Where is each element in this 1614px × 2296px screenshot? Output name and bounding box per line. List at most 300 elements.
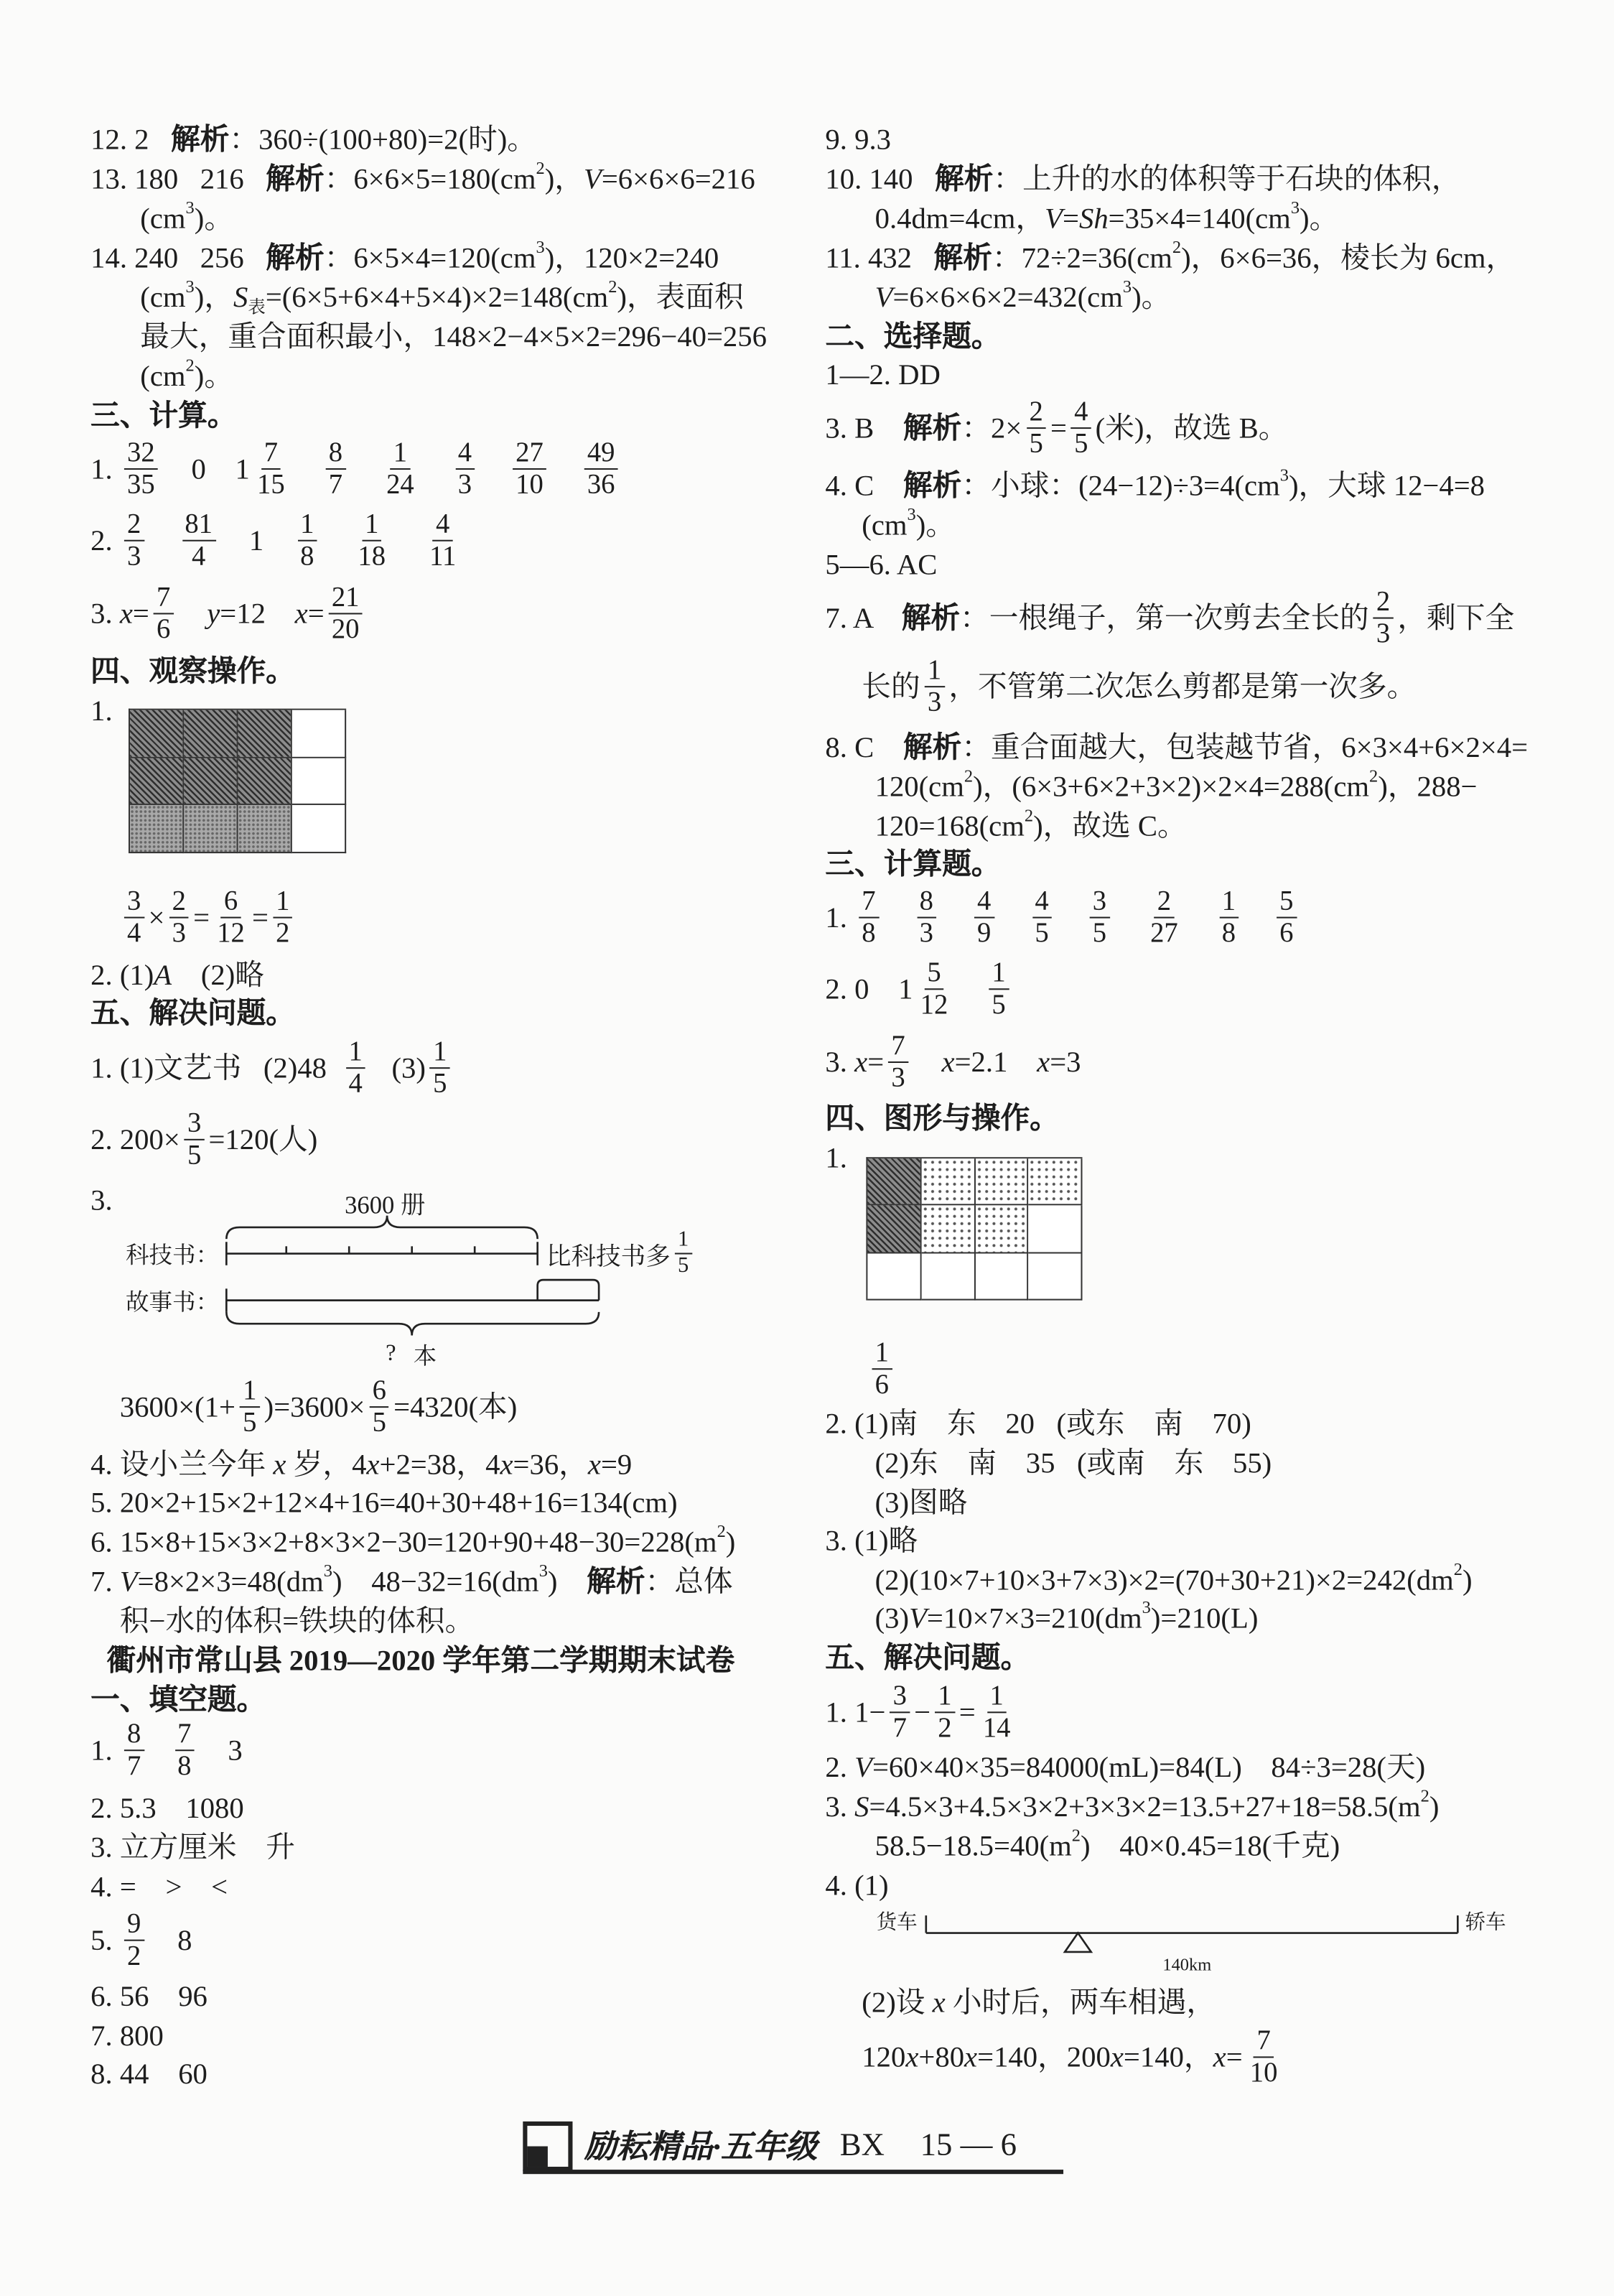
- books-segment-diagram: [117, 1181, 689, 1374]
- text: 120: [862, 2041, 906, 2073]
- text: )，表面积: [617, 282, 744, 315]
- text: =4.5×3+4.5×3×2+3×3×2=13.5+27+18=58.5(m: [869, 1791, 1421, 1823]
- text: )。: [1132, 282, 1171, 315]
- superscript: 2: [1172, 236, 1182, 258]
- section-heading: [825, 320, 1000, 355]
- text: =60×40×35=84000(mL)=84(L) 84÷3=28(天): [872, 1752, 1426, 1785]
- fraction: [124, 1910, 144, 1970]
- extra-part: [538, 1280, 599, 1300]
- fraction: [584, 437, 618, 501]
- fraction: [124, 1721, 144, 1780]
- answer-line: [90, 1110, 317, 1169]
- fraction: [1032, 888, 1051, 947]
- text: 10. 140: [825, 163, 936, 196]
- fraction-denominator: 4: [126, 918, 141, 949]
- fraction-numerator: 32: [124, 439, 158, 470]
- variable: x: [366, 1449, 380, 1482]
- superscript: 2: [717, 1520, 726, 1542]
- text: 1.: [825, 1142, 847, 1175]
- fraction-denominator: 5: [187, 1140, 202, 1171]
- footer-page-number: 15 — 6: [920, 2126, 1017, 2162]
- text: )，大球 12−4=8: [1288, 470, 1485, 503]
- analysis-label: 解析: [266, 242, 325, 275]
- fraction: [240, 1375, 259, 1439]
- fraction: [345, 1036, 365, 1100]
- grid-cell: [184, 710, 238, 758]
- text: =36，: [513, 1449, 588, 1482]
- fraction: [859, 888, 878, 947]
- fraction-numerator: 2: [1154, 888, 1174, 919]
- text: 8: [148, 1924, 192, 1957]
- text: ，不管第二次怎么剪都是第一次多。: [948, 670, 1417, 703]
- fraction-denominator: 3: [1376, 618, 1391, 650]
- grid-cell: [867, 1206, 921, 1253]
- fraction: [675, 1227, 691, 1278]
- answer-line: [90, 1486, 677, 1521]
- more-label: [546, 1227, 696, 1278]
- fraction-numerator: 4: [1071, 398, 1091, 429]
- text: )。: [194, 361, 234, 394]
- text: 3.: [825, 1046, 855, 1079]
- fraction-denominator: 24: [386, 470, 414, 501]
- fraction-numerator: 1: [925, 656, 944, 687]
- fraction-denominator: 2: [276, 918, 290, 949]
- fraction-numerator: 6: [370, 1377, 389, 1408]
- fraction: [329, 582, 363, 646]
- fraction-numerator: 2: [169, 888, 189, 919]
- fraction-denominator: 5: [1092, 918, 1107, 949]
- text: 衢州市常山县 2019—2020 学年第二学期期末试卷: [106, 1645, 735, 1678]
- text: ) 40×0.45=18(千克): [1081, 1831, 1340, 1863]
- answer-line: [825, 464, 1485, 504]
- fraction-numerator: 2: [124, 511, 144, 542]
- analysis-label: 解析: [171, 124, 230, 157]
- fraction-denominator: 8: [862, 918, 876, 949]
- footer-rule: [523, 2170, 1063, 2174]
- text: (米)，故选 B。: [1095, 412, 1288, 445]
- fraction: [297, 508, 317, 572]
- answer-line: [90, 1721, 243, 1780]
- fraction: [1147, 888, 1181, 947]
- text: 120(cm: [874, 771, 964, 804]
- text: ：重合面越大，包装越节省，6×3×4+6×2×4=: [961, 732, 1529, 764]
- variable: V: [119, 1566, 138, 1599]
- superscript: 3: [1142, 1596, 1151, 1618]
- fraction: [888, 1032, 908, 1092]
- fraction-numerator: 81: [182, 511, 215, 542]
- analysis-label: 解析: [587, 1566, 645, 1599]
- text: 3. B: [825, 412, 903, 445]
- variable: S: [233, 282, 248, 315]
- story-brace: [226, 1312, 599, 1336]
- answer-line: [825, 588, 1514, 648]
- fraction-numerator: 1: [935, 1683, 954, 1714]
- text: )。: [1300, 203, 1339, 236]
- superscript: 3: [538, 1560, 548, 1581]
- variable: x: [854, 1046, 868, 1079]
- fraction: [214, 888, 248, 947]
- text: =6×6×6=216: [601, 163, 755, 196]
- text: =: [252, 901, 269, 934]
- meeting-point-triangle: [1065, 1933, 1091, 1952]
- text: [479, 452, 508, 487]
- text: 三、计算题。: [825, 848, 1001, 881]
- text: =10×7×3=210(dm: [926, 1602, 1142, 1635]
- fraction-denominator: 3: [927, 687, 942, 718]
- text: 120=168(cm: [874, 811, 1025, 843]
- grid-cell: [975, 1206, 1029, 1253]
- text: 2. 200×: [90, 1123, 180, 1156]
- answer-line: [825, 162, 1460, 197]
- text: 3.: [90, 598, 120, 630]
- fraction-denominator: 36: [587, 470, 615, 501]
- fraction-numerator: 3: [1090, 888, 1109, 919]
- text: =2.1: [954, 1046, 1037, 1079]
- analysis-label: 解析: [935, 163, 994, 196]
- text: =140，: [1123, 2041, 1213, 2073]
- variable: x: [941, 1046, 955, 1079]
- text: [1114, 900, 1143, 935]
- fraction-numerator: 3: [185, 1110, 204, 1140]
- text: 3.: [825, 1791, 855, 1823]
- fraction-denominator: 12: [920, 990, 948, 1021]
- fraction-numerator: 1: [989, 959, 1008, 990]
- answer-line: [90, 1184, 113, 1219]
- text: =: [867, 1046, 885, 1079]
- fraction: [872, 1339, 892, 1399]
- text: 2. 0 1: [825, 972, 913, 1005]
- answer-line: [874, 1596, 1259, 1637]
- text: 13. 180 216: [90, 163, 266, 196]
- fraction-denominator: 15: [257, 470, 285, 501]
- story-label: 故事书：: [125, 1291, 220, 1316]
- text: 2.: [825, 1752, 855, 1785]
- fraction-grid-left: [129, 709, 346, 853]
- fraction-numerator: 7: [1254, 2027, 1273, 2058]
- science-label: 科技书：: [125, 1244, 220, 1269]
- text: =3: [1050, 1046, 1081, 1079]
- answer-line: [90, 1791, 244, 1826]
- fraction: [174, 1721, 194, 1780]
- text: (cm: [140, 203, 186, 236]
- variable: A: [154, 959, 172, 993]
- text: )。: [194, 203, 234, 236]
- answer-line: [875, 1486, 968, 1521]
- fraction: [1071, 396, 1091, 460]
- superscript: 2: [1071, 1824, 1081, 1846]
- fraction-numerator: 7: [888, 1032, 908, 1063]
- text: ：小球：(24−12)÷3=4(cm: [961, 470, 1280, 503]
- text: )=210(L): [1150, 1602, 1259, 1635]
- text: 2. 5.3 1080: [90, 1793, 244, 1825]
- analysis-label: 解析: [902, 732, 962, 764]
- fraction-denominator: 8: [300, 541, 314, 572]
- fraction-denominator: 5: [1029, 429, 1043, 460]
- fraction-numerator: 3: [124, 888, 144, 919]
- fraction-numerator: 1: [240, 1377, 259, 1408]
- superscript: 3: [536, 236, 545, 258]
- answer-line: [120, 1604, 474, 1640]
- fraction: [1277, 888, 1296, 947]
- fraction-numerator: 4: [433, 511, 452, 542]
- text: 4. 设小兰今年: [90, 1449, 274, 1482]
- answer-line: [140, 197, 234, 237]
- answer-line: [874, 766, 1478, 805]
- answer-line: [825, 888, 1300, 947]
- fraction-denominator: 9: [977, 918, 992, 949]
- fraction: [890, 1683, 910, 1742]
- text: 岁，4: [286, 1449, 367, 1482]
- text: ): [725, 1526, 736, 1559]
- superscript: 3: [185, 276, 195, 297]
- fraction: [513, 437, 546, 501]
- text: =35×4=140(cm: [1108, 203, 1291, 236]
- answer-line: [140, 276, 744, 317]
- fraction: [1247, 2027, 1281, 2087]
- fraction-numerator: 6: [221, 888, 241, 919]
- variable: x: [1110, 2041, 1124, 2073]
- fraction-numerator: 1: [872, 1339, 892, 1370]
- text: 12. 2: [90, 124, 172, 157]
- section-heading: [90, 654, 295, 689]
- section-heading: [90, 1683, 266, 1719]
- variable: x: [1213, 2041, 1226, 2073]
- fraction-denominator: 7: [328, 470, 343, 501]
- text: [148, 523, 177, 558]
- fraction-numerator: 1: [297, 511, 317, 542]
- text: 积−水的体积=铁块的体积。: [119, 1605, 475, 1638]
- question-mark: ?: [386, 1341, 396, 1367]
- fraction-numerator: 21: [329, 584, 363, 615]
- text: [292, 452, 322, 487]
- answer-line: [867, 1339, 896, 1399]
- grid-cell: [292, 806, 346, 853]
- answer-line: [825, 1683, 1017, 1742]
- text: )，故选 C。: [1033, 811, 1187, 843]
- text: 1—2. DD: [825, 359, 941, 392]
- text: 7. A: [825, 602, 902, 634]
- variable: V: [583, 163, 602, 196]
- text: (2)略: [172, 959, 264, 993]
- answer-line: [90, 123, 536, 158]
- fraction: [355, 508, 388, 572]
- fraction-denominator: 3: [126, 541, 141, 572]
- fraction-denominator: 6: [874, 1370, 889, 1400]
- text: 2. (1)南 东 20 (或东 南 70): [825, 1408, 1251, 1441]
- text: 4. C: [825, 470, 903, 503]
- fraction-numerator: 7: [174, 1721, 194, 1752]
- answer-line: [874, 1558, 1473, 1599]
- fraction-denominator: 5: [1074, 429, 1088, 460]
- fraction: [124, 437, 158, 501]
- fraction-denominator: 3: [172, 918, 186, 949]
- text: [421, 452, 451, 487]
- fraction: [1026, 396, 1045, 460]
- text: (cm: [140, 282, 186, 315]
- text: =: [132, 598, 149, 630]
- grid-cell: [184, 758, 238, 805]
- text: 五、解决问题。: [90, 998, 295, 1031]
- answer-line: [825, 1524, 918, 1559]
- superscript: 3: [907, 503, 916, 525]
- fraction: [383, 437, 417, 501]
- superscript: 2: [1369, 766, 1379, 786]
- text: ：上升的水的体积等于石块的体积，: [993, 163, 1461, 196]
- text: 7.: [90, 1566, 120, 1599]
- text: 小时后，两车相遇，: [945, 1986, 1216, 2020]
- text: [148, 1733, 170, 1768]
- text: (cm: [862, 510, 908, 542]
- text: ：一根绳子，第一次剪去全长的: [960, 602, 1369, 634]
- text: )，: [544, 163, 584, 196]
- text: =: [193, 901, 210, 934]
- fraction-denominator: 3: [457, 470, 472, 501]
- text: (3)图略: [874, 1487, 968, 1520]
- grid-cell: [292, 710, 346, 758]
- fraction: [169, 888, 189, 947]
- text: 1. 1−: [825, 1696, 886, 1729]
- text: 长的: [862, 670, 920, 703]
- text: )，: [194, 282, 234, 315]
- section-heading: [825, 1102, 1059, 1137]
- answer-line: [825, 730, 1528, 766]
- text: [393, 523, 422, 558]
- footer-brand: 励耘精品·五年级: [584, 2128, 818, 2165]
- text: +2=38，4: [379, 1449, 500, 1482]
- text: =12: [220, 598, 295, 630]
- text: 5—6. AC: [825, 549, 938, 582]
- grid-cell: [921, 1253, 975, 1301]
- fraction-denominator: 5: [992, 990, 1006, 1021]
- text: ): [1429, 1791, 1440, 1823]
- text: )。: [915, 510, 956, 542]
- fraction-numerator: 2: [1373, 588, 1393, 619]
- answer-line: [874, 197, 1339, 237]
- answer-line: [862, 1986, 1216, 2021]
- text: 5. 20×2+15×2+12×4+16=40+30+48+16=134(cm): [90, 1487, 678, 1520]
- fraction-denominator: 7: [126, 1751, 141, 1782]
- variable: V: [854, 1752, 872, 1785]
- text: 0 1: [162, 452, 250, 485]
- text: 3600×(1+: [119, 1390, 235, 1423]
- fraction-grid-right: [866, 1157, 1082, 1300]
- superscript: 2: [1453, 1558, 1463, 1580]
- text: 3: [198, 1734, 243, 1767]
- grid-cell: [1029, 1253, 1083, 1301]
- answer-line: [90, 1831, 295, 1866]
- fraction: [935, 1683, 954, 1742]
- answer-line: [874, 804, 1187, 845]
- superscript: 3: [1290, 197, 1300, 218]
- variable: y: [207, 598, 220, 630]
- answer-line: [119, 1375, 518, 1439]
- brand-logo-icon: [523, 2121, 572, 2171]
- text: 58.5−18.5=40(m: [874, 1831, 1072, 1863]
- grid-cell: [130, 710, 184, 758]
- superscript: 2: [185, 355, 195, 376]
- text: ：6×6×5=180(cm: [324, 163, 536, 196]
- fraction-numerator: 1: [675, 1230, 691, 1255]
- text: =: [1226, 2041, 1243, 2073]
- text: [178, 596, 207, 631]
- fraction-numerator: 7: [859, 888, 878, 919]
- variable: x: [273, 1449, 286, 1482]
- text: =: [1050, 412, 1067, 445]
- answer-line: [90, 437, 622, 501]
- fraction: [273, 888, 292, 947]
- answer-line: [90, 1980, 207, 2015]
- superscript: 3: [1279, 464, 1289, 485]
- answer-line: [90, 1560, 733, 1600]
- grid-cell: [867, 1253, 921, 1301]
- question-unit: 本: [413, 1344, 437, 1370]
- answer-line: [825, 123, 891, 158]
- section-heading: [825, 1641, 1030, 1676]
- answer-line: [120, 888, 297, 947]
- text: )，288−: [1378, 771, 1478, 804]
- text: 0.4dm=4cm，: [874, 203, 1045, 236]
- text: )=3600×: [263, 1390, 365, 1423]
- variable: x: [905, 2041, 919, 2073]
- grid-cell: [292, 758, 346, 805]
- variable: x: [932, 1986, 946, 2020]
- fraction-numerator: 7: [261, 439, 281, 470]
- text: [1243, 900, 1272, 935]
- fraction: [455, 437, 475, 501]
- fraction-numerator: 2: [1026, 398, 1045, 429]
- fraction-denominator: 10: [516, 470, 544, 501]
- fraction-numerator: 1: [430, 1038, 449, 1069]
- text: ：总体: [645, 1566, 733, 1599]
- fraction-numerator: 1: [1219, 888, 1239, 919]
- fraction: [925, 656, 944, 716]
- fraction-denominator: 18: [358, 541, 386, 572]
- text: 4. = > <: [90, 1872, 228, 1904]
- fraction-denominator: 10: [1249, 2058, 1278, 2089]
- fraction: [124, 888, 144, 947]
- section-heading: [90, 996, 295, 1031]
- text: 最大，重合面积最小，148×2−4×5×2=296−40=256: [140, 321, 767, 354]
- fraction-denominator: 7: [892, 1713, 907, 1744]
- text: (3): [369, 1051, 426, 1084]
- variable: x: [500, 1449, 513, 1482]
- fraction: [182, 508, 215, 572]
- fraction-numerator: 5: [924, 959, 943, 990]
- fraction-denominator: 14: [982, 1713, 1011, 1744]
- text: 8. C: [825, 732, 903, 764]
- answer-line: [874, 1824, 1340, 1864]
- text: )，6×6=36，棱长为 6cm，: [1181, 242, 1516, 275]
- text: [322, 523, 351, 558]
- text: 1.: [90, 695, 113, 728]
- analysis-label: 解析: [902, 412, 962, 445]
- variable: V: [874, 282, 893, 315]
- variable: x: [119, 598, 133, 630]
- text: [350, 452, 379, 487]
- text: (2)(10×7+10×3+7×3)×2=(70+30+21)×2=242(dm: [874, 1564, 1454, 1597]
- answer-line: [825, 1750, 1425, 1785]
- grid-cell: [975, 1253, 1029, 1301]
- fraction: [980, 1683, 1014, 1742]
- cars-line-diagram: [874, 1904, 1516, 1980]
- fraction-denominator: 5: [677, 1254, 689, 1278]
- answer-line: [875, 1446, 1272, 1482]
- answer-line: [825, 1141, 847, 1176]
- fraction-numerator: 4: [1032, 888, 1051, 919]
- truck-label: 货车: [876, 1912, 918, 1935]
- answer-line: [825, 1869, 888, 1904]
- fraction-denominator: 12: [217, 918, 245, 949]
